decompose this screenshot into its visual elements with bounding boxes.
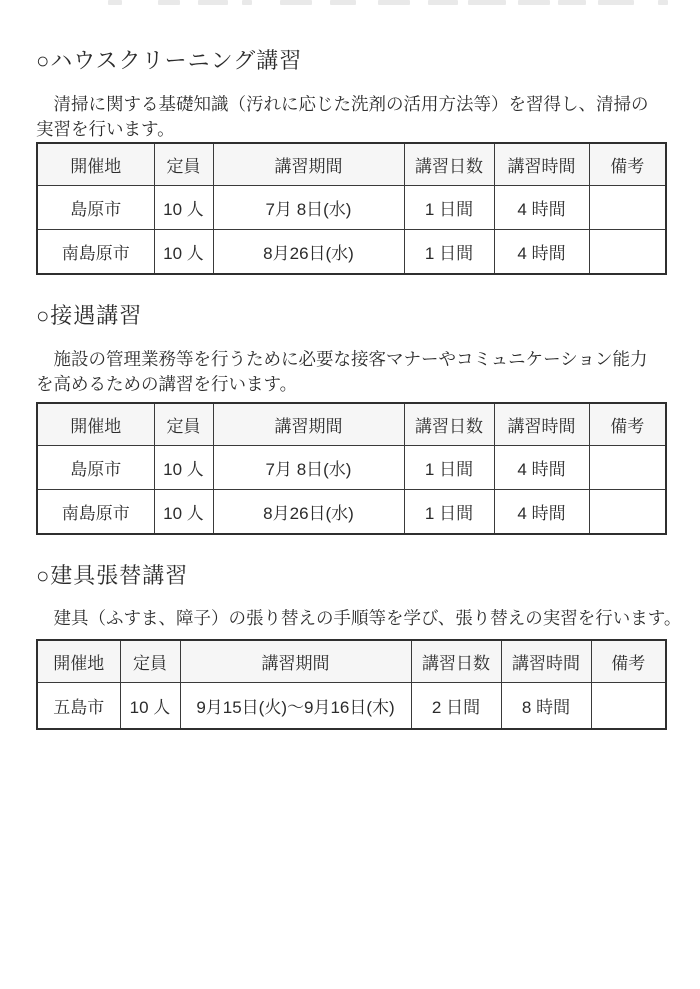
header-period: 講習期間 bbox=[180, 640, 411, 683]
cell-venue: 島原市 bbox=[37, 446, 154, 490]
cell-hours: 4 時間 bbox=[494, 230, 589, 275]
header-venue: 開催地 bbox=[37, 403, 154, 446]
header-days: 講習日数 bbox=[404, 143, 494, 186]
scan-artifact-marks bbox=[0, 0, 700, 8]
description-line: 実習を行います。 bbox=[36, 119, 175, 139]
header-remarks: 備考 bbox=[589, 143, 666, 186]
table-row bbox=[37, 230, 666, 275]
course-table-fittings bbox=[36, 639, 667, 730]
header-remarks: 備考 bbox=[589, 403, 666, 446]
section-description bbox=[36, 92, 649, 142]
cell-hours: 4 時間 bbox=[494, 490, 589, 535]
cell-days: 1 日間 bbox=[404, 490, 494, 535]
section-title-fittings: ○建具張替講習 bbox=[36, 563, 189, 588]
description-line: 施設の管理業務等を行うために必要な接客マナーやコミュニケーション能力 bbox=[36, 349, 648, 369]
table-row bbox=[37, 446, 666, 490]
header-days: 講習日数 bbox=[411, 640, 501, 683]
cell-remarks bbox=[591, 683, 666, 730]
cell-days: 1 日間 bbox=[404, 186, 494, 230]
cell-capacity: 10 人 bbox=[154, 230, 213, 275]
header-capacity: 定員 bbox=[120, 640, 180, 683]
cell-capacity: 10 人 bbox=[154, 490, 213, 535]
cell-hours: 8 時間 bbox=[501, 683, 591, 730]
cell-period: 8月26日(水) bbox=[213, 230, 404, 275]
cell-venue: 南島原市 bbox=[37, 230, 154, 275]
cell-period: 8月26日(水) bbox=[213, 490, 404, 535]
cell-remarks bbox=[589, 446, 666, 490]
cell-days: 2 日間 bbox=[411, 683, 501, 730]
cell-remarks bbox=[589, 490, 666, 535]
cell-capacity: 10 人 bbox=[154, 186, 213, 230]
cell-days: 1 日間 bbox=[404, 230, 494, 275]
section-title-reception: ○接遇講習 bbox=[36, 303, 143, 328]
section-description bbox=[36, 347, 647, 397]
header-period: 講習期間 bbox=[213, 143, 404, 186]
cell-capacity: 10 人 bbox=[120, 683, 180, 730]
table-header-row bbox=[37, 403, 666, 446]
table-row bbox=[37, 683, 666, 730]
cell-days: 1 日間 bbox=[404, 446, 494, 490]
cell-period: 9月15日(火)～9月16日(木) bbox=[180, 683, 411, 730]
header-hours: 講習時間 bbox=[494, 403, 589, 446]
section-description bbox=[36, 606, 681, 631]
table-header-row bbox=[37, 143, 666, 186]
description-line: 清掃に関する基礎知識（汚れに応じた洗剤の活用方法等）を習得し、清掃の bbox=[36, 94, 649, 114]
table-header-row bbox=[37, 640, 666, 683]
description-line: 建具（ふすま、障子）の張り替えの手順等を学び、張り替えの実習を行います。 bbox=[36, 608, 682, 628]
cell-hours: 4 時間 bbox=[494, 446, 589, 490]
cell-venue: 南島原市 bbox=[37, 490, 154, 535]
table-row bbox=[37, 490, 666, 535]
cell-hours: 4 時間 bbox=[494, 186, 589, 230]
cell-remarks bbox=[589, 230, 666, 275]
header-hours: 講習時間 bbox=[494, 143, 589, 186]
header-hours: 講習時間 bbox=[501, 640, 591, 683]
table-row bbox=[37, 186, 666, 230]
cell-period: 7月 8日(水) bbox=[213, 446, 404, 490]
course-table-reception bbox=[36, 402, 667, 535]
header-capacity: 定員 bbox=[154, 403, 213, 446]
description-line: を高めるための講習を行います。 bbox=[36, 374, 298, 394]
cell-venue: 島原市 bbox=[37, 186, 154, 230]
header-venue: 開催地 bbox=[37, 143, 154, 186]
header-days: 講習日数 bbox=[404, 403, 494, 446]
cell-remarks bbox=[589, 186, 666, 230]
section-title-house-cleaning: ○ハウスクリーニング講習 bbox=[36, 48, 303, 73]
cell-capacity: 10 人 bbox=[154, 446, 213, 490]
header-period: 講習期間 bbox=[213, 403, 404, 446]
header-remarks: 備考 bbox=[591, 640, 666, 683]
course-table-house-cleaning bbox=[36, 142, 667, 275]
cell-venue: 五島市 bbox=[37, 683, 120, 730]
header-venue: 開催地 bbox=[37, 640, 120, 683]
header-capacity: 定員 bbox=[154, 143, 213, 186]
cell-period: 7月 8日(水) bbox=[213, 186, 404, 230]
